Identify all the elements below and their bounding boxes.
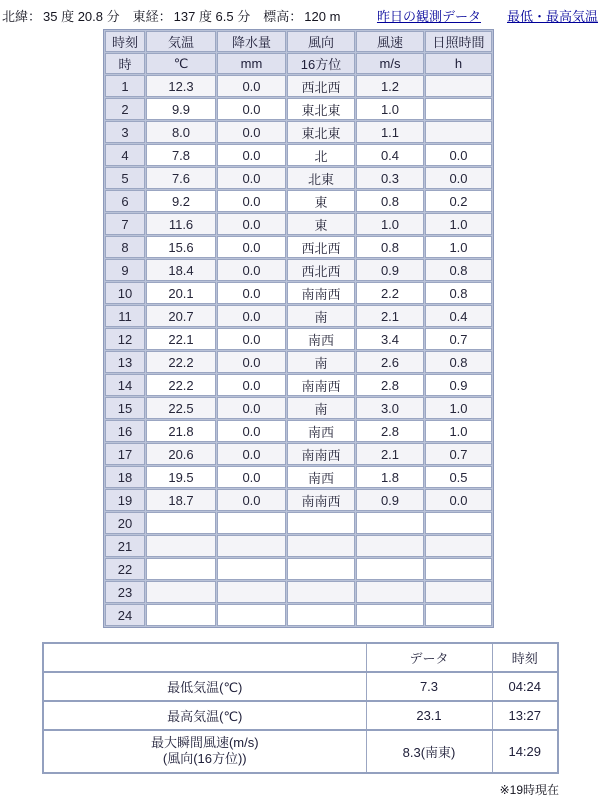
hour-cell: 17 xyxy=(105,443,145,465)
hour-cell: 21 xyxy=(105,535,145,557)
wind-speed-cell xyxy=(356,512,424,534)
observation-row xyxy=(105,466,492,488)
hour-cell: 16 xyxy=(105,420,145,442)
temperature-cell xyxy=(146,581,216,603)
hour-cell: 3 xyxy=(105,121,145,143)
observation-row xyxy=(105,374,492,396)
summary-header-row xyxy=(43,643,558,672)
temperature-cell: 8.0 xyxy=(146,121,216,143)
sunshine-cell xyxy=(425,604,492,626)
wind-speed-cell xyxy=(356,558,424,580)
observation-row xyxy=(105,144,492,166)
sunshine-cell xyxy=(425,512,492,534)
observation-row xyxy=(105,351,492,373)
hour-cell: 7 xyxy=(105,213,145,235)
temperature-cell: 19.5 xyxy=(146,466,216,488)
wind-direction-cell: 南 xyxy=(287,351,355,373)
column-header-hour: 時刻 xyxy=(105,31,145,52)
precipitation-cell: 0.0 xyxy=(217,328,286,350)
unit-hour: 時 xyxy=(105,53,145,74)
hour-cell: 15 xyxy=(105,397,145,419)
observation-row xyxy=(105,213,492,235)
min-max-temp-link[interactable]: 最低・最高気温 xyxy=(506,9,598,24)
column-header-precip: 降水量 xyxy=(217,31,286,52)
wind-speed-cell xyxy=(356,535,424,557)
sunshine-cell: 0.5 xyxy=(425,466,492,488)
summary-label-cell: 最高気温(℃) xyxy=(43,701,366,730)
sunshine-cell: 1.0 xyxy=(425,397,492,419)
latitude-label: 北緯： xyxy=(2,9,42,24)
wind-direction-cell: 南南西 xyxy=(287,443,355,465)
hour-cell: 8 xyxy=(105,236,145,258)
hour-cell: 6 xyxy=(105,190,145,212)
temperature-cell xyxy=(146,558,216,580)
column-header-temperature: 気温 xyxy=(146,31,216,52)
precipitation-cell: 0.0 xyxy=(217,167,286,189)
wind-speed-cell: 1.0 xyxy=(356,98,424,120)
wind-direction-cell: 南 xyxy=(287,397,355,419)
precipitation-cell xyxy=(217,581,286,603)
precipitation-cell xyxy=(217,604,286,626)
wind-direction-cell xyxy=(287,512,355,534)
temperature-cell: 15.6 xyxy=(146,236,216,258)
summary-data-cell: 8.3(南東) xyxy=(366,730,492,773)
unit-sunshine: h xyxy=(425,53,492,74)
footnote: ※19時現在 xyxy=(499,782,559,797)
hour-cell: 5 xyxy=(105,167,145,189)
summary-table-header xyxy=(43,643,558,672)
hour-cell: 18 xyxy=(105,466,145,488)
wind-direction-cell: 東北東 xyxy=(287,98,355,120)
sunshine-cell xyxy=(425,75,492,97)
observation-row xyxy=(105,512,492,534)
observation-table-body xyxy=(105,75,492,626)
precipitation-cell: 0.0 xyxy=(217,282,286,304)
wind-direction-cell: 南西 xyxy=(287,328,355,350)
column-header-wind-speed: 風速 xyxy=(356,31,424,52)
sunshine-cell: 1.0 xyxy=(425,236,492,258)
wind-speed-cell: 2.1 xyxy=(356,305,424,327)
longitude-label: 東経： xyxy=(132,9,172,24)
hour-cell: 22 xyxy=(105,558,145,580)
precipitation-cell: 0.0 xyxy=(217,190,286,212)
temperature-cell: 7.6 xyxy=(146,167,216,189)
column-header-wind-dir: 風向 xyxy=(287,31,355,52)
precipitation-cell xyxy=(217,512,286,534)
sunshine-cell: 0.0 xyxy=(425,167,492,189)
observation-row xyxy=(105,75,492,97)
column-header-sunshine: 日照時間 xyxy=(425,31,492,52)
summary-label-cell: 最低気温(℃) xyxy=(43,672,366,701)
precipitation-cell: 0.0 xyxy=(217,121,286,143)
unit-header-row xyxy=(105,53,492,74)
wind-speed-cell: 0.9 xyxy=(356,259,424,281)
precipitation-cell: 0.0 xyxy=(217,98,286,120)
sunshine-cell: 0.8 xyxy=(425,351,492,373)
observation-row xyxy=(105,236,492,258)
hour-cell: 2 xyxy=(105,98,145,120)
summary-time-cell: 14:29 xyxy=(492,730,558,773)
observation-row xyxy=(105,558,492,580)
unit-wind-dir: 16方位 xyxy=(287,53,355,74)
observation-row xyxy=(105,190,492,212)
precipitation-cell: 0.0 xyxy=(217,489,286,511)
sunshine-cell: 0.8 xyxy=(425,282,492,304)
sunshine-cell xyxy=(425,535,492,557)
wind-direction-cell: 東 xyxy=(287,213,355,235)
sunshine-cell: 0.7 xyxy=(425,328,492,350)
sunshine-cell: 1.0 xyxy=(425,420,492,442)
temperature-cell: 22.5 xyxy=(146,397,216,419)
sunshine-cell xyxy=(425,558,492,580)
wind-speed-cell: 0.9 xyxy=(356,489,424,511)
wind-speed-cell: 0.8 xyxy=(356,190,424,212)
hour-cell: 11 xyxy=(105,305,145,327)
wind-direction-cell xyxy=(287,581,355,603)
observation-row xyxy=(105,167,492,189)
wind-direction-cell: 西北西 xyxy=(287,259,355,281)
observation-row xyxy=(105,397,492,419)
wind-speed-cell: 2.8 xyxy=(356,420,424,442)
temperature-cell: 9.2 xyxy=(146,190,216,212)
wind-speed-cell: 3.0 xyxy=(356,397,424,419)
unit-wind-speed: m/s xyxy=(356,53,424,74)
wind-speed-cell: 2.1 xyxy=(356,443,424,465)
summary-header-blank xyxy=(43,643,366,672)
wind-direction-cell: 南南西 xyxy=(287,489,355,511)
observation-row xyxy=(105,305,492,327)
hour-cell: 10 xyxy=(105,282,145,304)
hour-cell: 1 xyxy=(105,75,145,97)
hour-cell: 13 xyxy=(105,351,145,373)
wind-direction-cell: 南西 xyxy=(287,420,355,442)
precipitation-cell xyxy=(217,558,286,580)
summary-row xyxy=(43,701,558,730)
elevation-value: 120 m xyxy=(304,9,341,24)
sunshine-cell xyxy=(425,121,492,143)
precipitation-cell: 0.0 xyxy=(217,351,286,373)
longitude-value: 137 度 6.5 分 xyxy=(173,9,251,24)
sunshine-cell: 0.2 xyxy=(425,190,492,212)
latitude-value: 35 度 20.8 分 xyxy=(43,9,120,24)
temperature-cell: 9.9 xyxy=(146,98,216,120)
sunshine-cell xyxy=(425,581,492,603)
wind-speed-cell: 0.3 xyxy=(356,167,424,189)
elevation-label: 標高： xyxy=(263,9,303,24)
wind-direction-cell xyxy=(287,535,355,557)
observation-row xyxy=(105,581,492,603)
wind-direction-cell: 北 xyxy=(287,144,355,166)
temperature-cell: 18.4 xyxy=(146,259,216,281)
sunshine-cell: 0.9 xyxy=(425,374,492,396)
wind-direction-cell: 北東 xyxy=(287,167,355,189)
hour-cell: 12 xyxy=(105,328,145,350)
precipitation-cell: 0.0 xyxy=(217,213,286,235)
precipitation-cell: 0.0 xyxy=(217,305,286,327)
temperature-cell xyxy=(146,512,216,534)
precipitation-cell: 0.0 xyxy=(217,259,286,281)
hour-cell: 20 xyxy=(105,512,145,534)
temperature-cell xyxy=(146,604,216,626)
observation-row xyxy=(105,328,492,350)
temperature-cell xyxy=(146,535,216,557)
summary-header-data: データ xyxy=(366,643,492,672)
observation-row xyxy=(105,98,492,120)
sunshine-cell: 0.8 xyxy=(425,259,492,281)
precipitation-cell: 0.0 xyxy=(217,236,286,258)
summary-label-cell: 最大瞬間風速(m/s) (風向(16方位)) xyxy=(43,730,366,773)
sunshine-cell: 0.7 xyxy=(425,443,492,465)
observation-row xyxy=(105,420,492,442)
sunshine-cell: 0.0 xyxy=(425,489,492,511)
wind-speed-cell: 3.4 xyxy=(356,328,424,350)
wind-direction-cell: 東北東 xyxy=(287,121,355,143)
summary-row xyxy=(43,672,558,701)
precipitation-cell: 0.0 xyxy=(217,397,286,419)
longitude xyxy=(133,6,251,25)
sunshine-cell: 0.4 xyxy=(425,305,492,327)
summary-data-cell: 7.3 xyxy=(366,672,492,701)
unit-precip: mm xyxy=(217,53,286,74)
wind-speed-cell xyxy=(356,581,424,603)
wind-speed-cell: 2.2 xyxy=(356,282,424,304)
hour-cell: 4 xyxy=(105,144,145,166)
observation-table-header xyxy=(105,31,492,74)
temperature-cell: 18.7 xyxy=(146,489,216,511)
temperature-cell: 22.2 xyxy=(146,374,216,396)
temperature-cell: 20.1 xyxy=(146,282,216,304)
precipitation-cell: 0.0 xyxy=(217,420,286,442)
wind-direction-cell xyxy=(287,604,355,626)
wind-direction-cell: 南 xyxy=(287,305,355,327)
wind-speed-cell: 1.1 xyxy=(356,121,424,143)
sunshine-cell xyxy=(425,98,492,120)
temperature-cell: 7.8 xyxy=(146,144,216,166)
summary-data-cell: 23.1 xyxy=(366,701,492,730)
temperature-cell: 22.1 xyxy=(146,328,216,350)
wind-direction-cell: 西北西 xyxy=(287,75,355,97)
observation-row xyxy=(105,282,492,304)
unit-temperature: ℃ xyxy=(146,53,216,74)
precipitation-cell: 0.0 xyxy=(217,443,286,465)
hour-cell: 23 xyxy=(105,581,145,603)
summary-table xyxy=(42,642,559,774)
summary-time-cell: 13:27 xyxy=(492,701,558,730)
temperature-cell: 21.8 xyxy=(146,420,216,442)
hour-cell: 14 xyxy=(105,374,145,396)
hour-cell: 24 xyxy=(105,604,145,626)
precipitation-cell: 0.0 xyxy=(217,374,286,396)
summary-table-body xyxy=(43,672,558,773)
wind-speed-cell: 1.0 xyxy=(356,213,424,235)
temperature-cell: 12.3 xyxy=(146,75,216,97)
summary-row xyxy=(43,730,558,773)
temperature-cell: 22.2 xyxy=(146,351,216,373)
hour-cell: 9 xyxy=(105,259,145,281)
wind-speed-cell: 0.4 xyxy=(356,144,424,166)
wind-speed-cell: 2.8 xyxy=(356,374,424,396)
yesterday-data-link[interactable]: 昨日の観測データ xyxy=(376,9,481,24)
wind-speed-cell: 1.2 xyxy=(356,75,424,97)
hour-cell: 19 xyxy=(105,489,145,511)
temperature-cell: 20.7 xyxy=(146,305,216,327)
wind-speed-cell: 0.8 xyxy=(356,236,424,258)
observation-table xyxy=(103,29,494,628)
wind-direction-cell: 西北西 xyxy=(287,236,355,258)
temperature-cell: 11.6 xyxy=(146,213,216,235)
observation-row xyxy=(105,121,492,143)
summary-time-cell: 04:24 xyxy=(492,672,558,701)
wind-direction-cell: 東 xyxy=(287,190,355,212)
precipitation-cell xyxy=(217,535,286,557)
wind-speed-cell xyxy=(356,604,424,626)
header-links xyxy=(377,6,599,25)
wind-speed-cell: 1.8 xyxy=(356,466,424,488)
sunshine-cell: 1.0 xyxy=(425,213,492,235)
latitude xyxy=(2,6,120,25)
precipitation-cell: 0.0 xyxy=(217,466,286,488)
sunshine-cell: 0.0 xyxy=(425,144,492,166)
observation-row xyxy=(105,604,492,626)
observation-row xyxy=(105,489,492,511)
summary-header-time: 時刻 xyxy=(492,643,558,672)
column-header-row xyxy=(105,31,492,52)
precipitation-cell: 0.0 xyxy=(217,144,286,166)
wind-speed-cell: 2.6 xyxy=(356,351,424,373)
observation-row xyxy=(105,535,492,557)
observation-row xyxy=(105,259,492,281)
wind-direction-cell: 南南西 xyxy=(287,374,355,396)
wind-direction-cell: 南西 xyxy=(287,466,355,488)
elevation xyxy=(263,6,340,25)
header-bar xyxy=(0,0,601,29)
wind-direction-cell xyxy=(287,558,355,580)
wind-direction-cell: 南南西 xyxy=(287,282,355,304)
observation-row xyxy=(105,443,492,465)
precipitation-cell: 0.0 xyxy=(217,75,286,97)
temperature-cell: 20.6 xyxy=(146,443,216,465)
